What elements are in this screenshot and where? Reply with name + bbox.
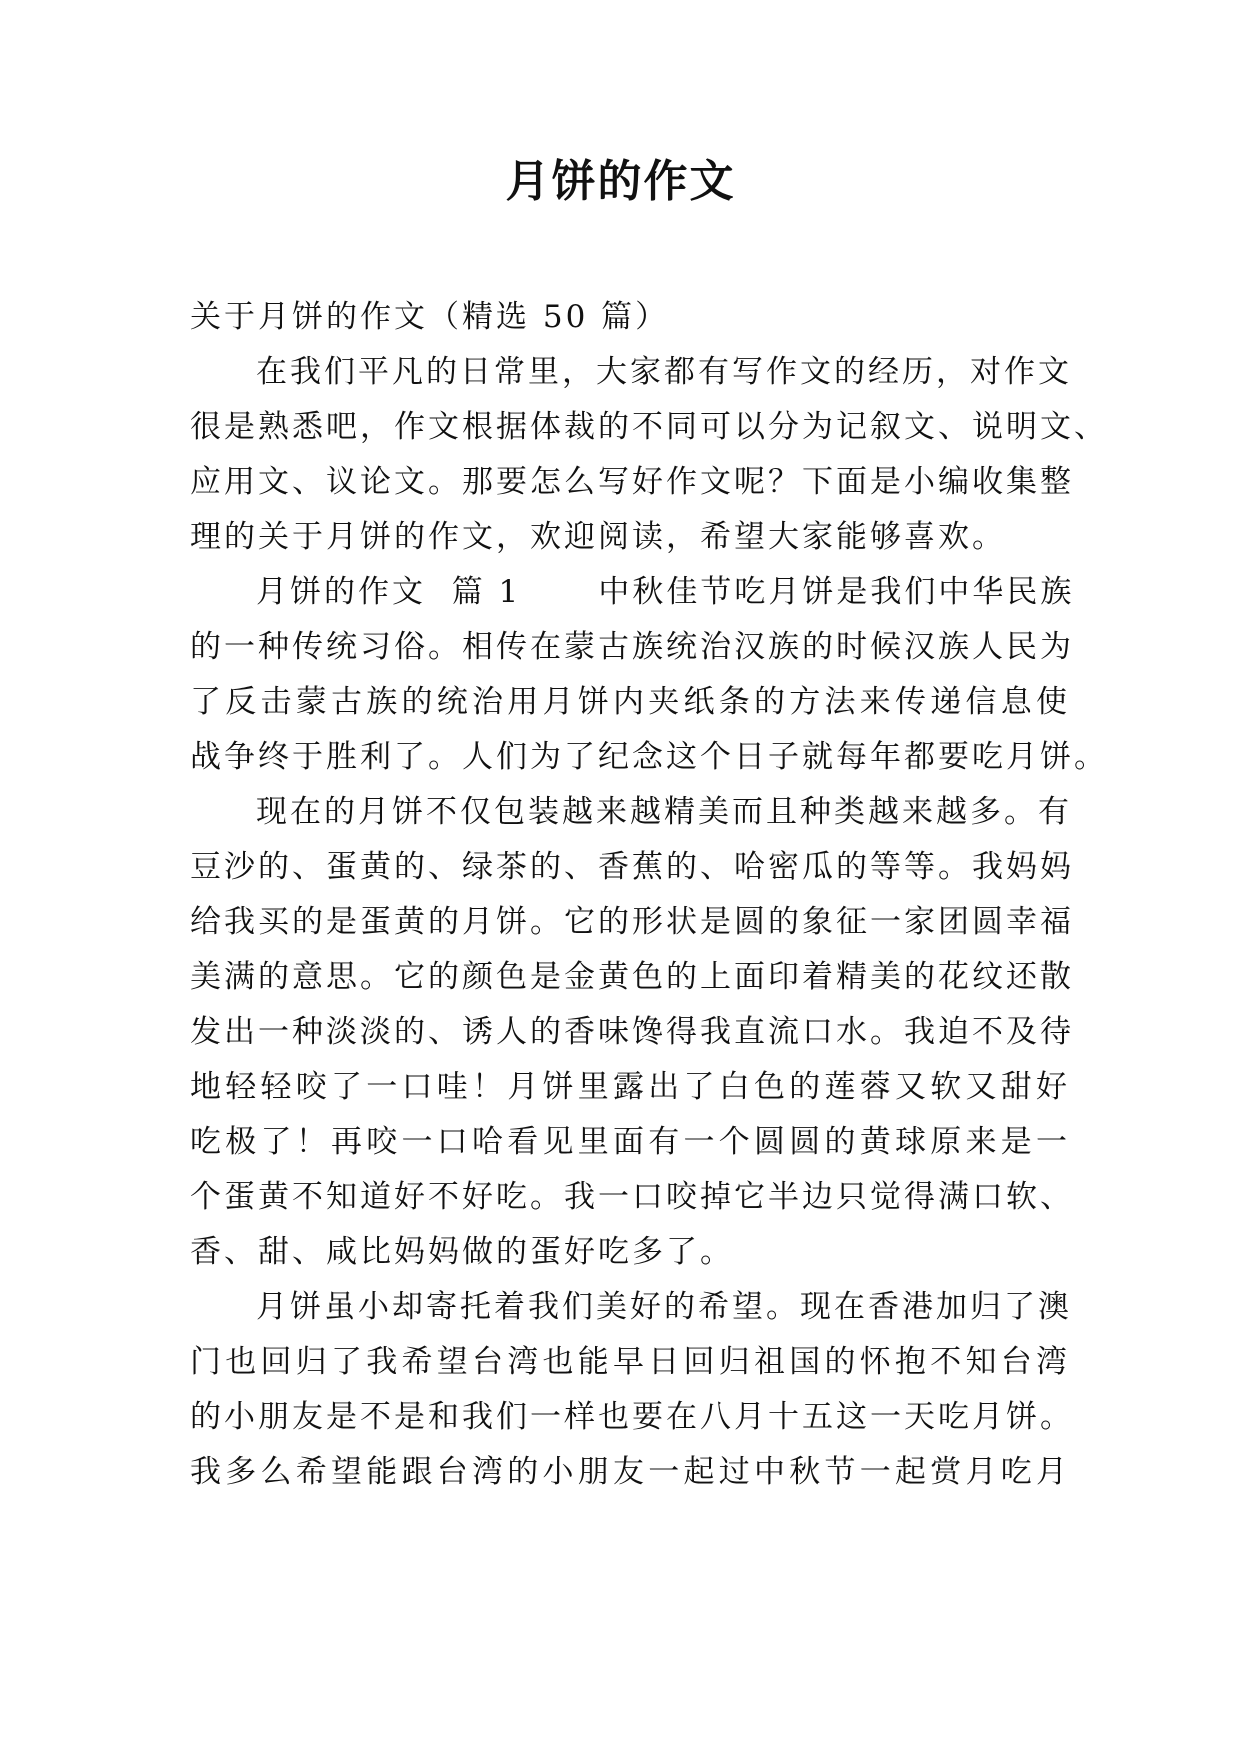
text-line: 美满的意思。它的颜色是金黄色的上面印着精美的花纹还散 [190, 959, 1074, 995]
text-line: 我多么希望能跟台湾的小朋友一起过中秋节一起赏月吃月 [190, 1454, 1070, 1490]
text-line: 战争终于胜利了。人们为了纪念这个日子就每年都要吃月饼。 [190, 739, 1108, 775]
text-line: 关于月饼的作文（精选 50 篇） [190, 299, 670, 335]
text-line: 发出一种淡淡的、诱人的香味馋得我直流口水。我迫不及待 [190, 1014, 1074, 1050]
text-line: 现在的月饼不仅包装越来越精美而且种类越来越多。有 [256, 794, 1072, 830]
text-line: 月饼虽小却寄托着我们美好的希望。现在香港加归了澳 [256, 1289, 1072, 1325]
text-line: 的一种传统习俗。相传在蒙古族统治汉族的时候汉族人民为 [190, 629, 1074, 665]
text-line: 的小朋友是不是和我们一样也要在八月十五这一天吃月饼。 [190, 1399, 1074, 1435]
text-line: 吃极了！再咬一口哈看见里面有一个圆圆的黄球原来是一 [190, 1124, 1070, 1160]
text-line: 门也回归了我希望台湾也能早日回归祖国的怀抱不知台湾 [190, 1344, 1070, 1380]
text-line: 很是熟悉吧，作文根据体裁的不同可以分为记叙文、说明文、 [190, 409, 1108, 445]
text-line: 了反击蒙古族的统治用月饼内夹纸条的方法来传递信息使 [190, 684, 1070, 720]
text-line: 香、甜、咸比妈妈做的蛋好吃多了。 [190, 1234, 734, 1270]
text-line: 应用文、议论文。那要怎么写好作文呢？下面是小编收集整 [190, 464, 1074, 500]
text-line: 个蛋黄不知道好不好吃。我一口咬掉它半边只觉得满口软、 [190, 1179, 1074, 1215]
text-line: 给我买的是蛋黄的月饼。它的形状是圆的象征一家团圆幸福 [190, 904, 1074, 940]
document-title: 月饼的作文 [505, 156, 736, 207]
text-line: 月饼的作文 篇 1 中秋佳节吃月饼是我们中华民族 [256, 574, 1075, 610]
text-line: 在我们平凡的日常里，大家都有写作文的经历，对作文 [256, 354, 1072, 390]
text-line: 地轻轻咬了一口哇！月饼里露出了白色的莲蓉又软又甜好 [190, 1069, 1070, 1105]
text-line: 理的关于月饼的作文，欢迎阅读，希望大家能够喜欢。 [190, 519, 1006, 555]
text-line: 豆沙的、蛋黄的、绿茶的、香蕉的、哈密瓜的等等。我妈妈 [190, 849, 1074, 885]
document-body [190, 290, 1108, 1500]
